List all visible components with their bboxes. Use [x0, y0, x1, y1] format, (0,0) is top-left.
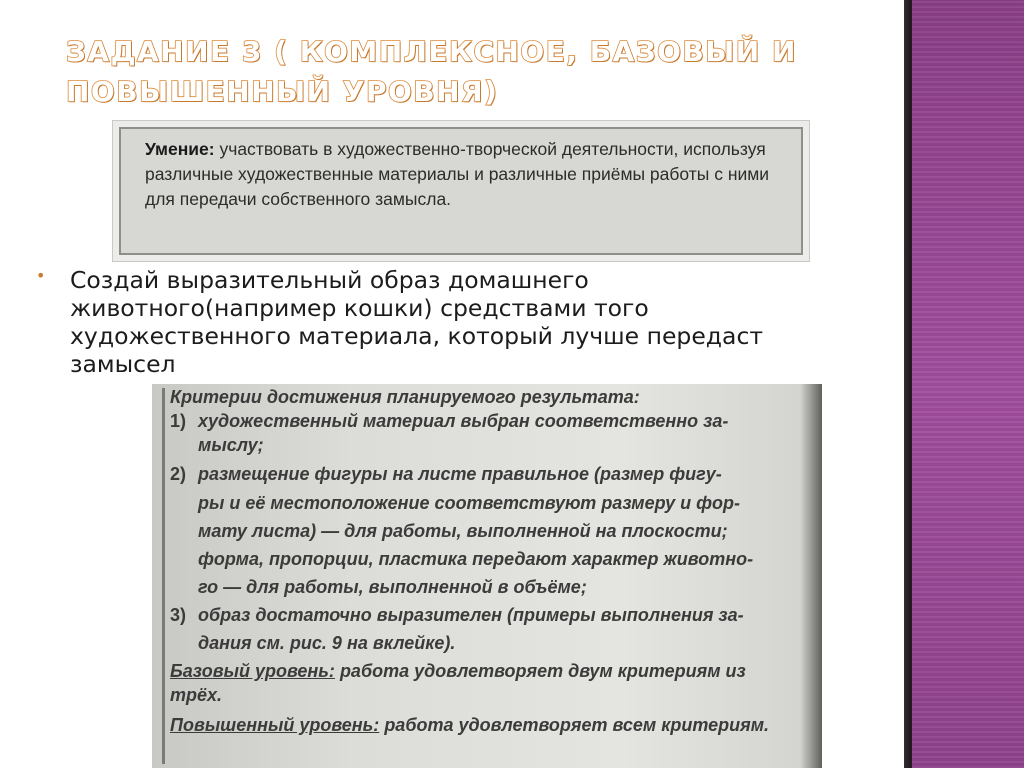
skill-box-inner: [119, 127, 803, 255]
criteria-text: образ достаточно выразителен (примеры выполнения за-: [198, 605, 744, 625]
skill-text: участвовать в художественно-творческой деятельности, используя различные художественные материалы и различные приёмы работы с ними для передачи собственного замысла.: [145, 139, 770, 209]
criteria-heading: Критерии достижения планируемого результата:: [170, 387, 640, 407]
decorative-sidebar: [912, 0, 1024, 768]
basic-level-label: Базовый уровень:: [170, 661, 335, 681]
basic-level-line: [170, 660, 746, 682]
criteria-text: размещение фигуры на листе правильное (размер фигу-: [198, 464, 722, 484]
criteria-number: 1): [170, 411, 187, 431]
criteria-line: [170, 632, 455, 654]
criteria-line: [170, 520, 728, 542]
criteria-text: го — для работы, выполненной в объёме;: [198, 577, 587, 597]
criteria-text: форма, пропорции, пластика передают характер животно-: [198, 549, 754, 569]
criteria-text: художественный материал выбран соответственно за-: [198, 411, 729, 431]
criteria-line: [170, 434, 264, 456]
criteria-text: мату листа) — для работы, выполненной на плоскости;: [198, 521, 728, 541]
criteria-line: [170, 604, 744, 626]
criteria-number: 3): [170, 605, 187, 625]
skill-paragraph: [145, 137, 779, 212]
advanced-level-label: Повышенный уровень:: [170, 715, 380, 735]
basic-level-line-2: трёх.: [170, 685, 223, 705]
criteria-text: ры и её местоположение соответствуют размеру и фор-: [198, 493, 741, 513]
criteria-text: мыслу;: [198, 435, 264, 455]
advanced-level-line: [170, 714, 769, 736]
slide-title: ЗАДАНИЕ 3 ( КОМПЛЕКСНОЕ, БАЗОВЫЙ И ПОВЫШЕННЫЙ УРОВНЯ): [66, 35, 797, 108]
bullet-text: Создай выразительный образ домашнего животного(например кошки) средствами того художественного материала, который лучше передаст замысел: [70, 266, 764, 378]
advanced-level-text: работа удовлетворяет всем критериям.: [379, 715, 770, 735]
criteria-line: [170, 576, 587, 598]
basic-level-text: работа удовлетворяет двум критериям из: [334, 661, 746, 681]
criteria-left-border: [162, 388, 165, 764]
criteria-line: [170, 492, 740, 514]
criteria-text: дания см. рис. 9 на вклейке).: [198, 633, 456, 653]
scan-shadow: [800, 384, 822, 768]
bullet-icon: •: [36, 266, 46, 285]
criteria-line: [170, 548, 753, 570]
criteria-line: [170, 410, 728, 432]
criteria-line: [170, 463, 722, 485]
criteria-number: 2): [170, 464, 187, 484]
skill-box: [112, 120, 810, 262]
skill-label: Умение:: [145, 139, 215, 159]
criteria-scan: [152, 384, 822, 768]
